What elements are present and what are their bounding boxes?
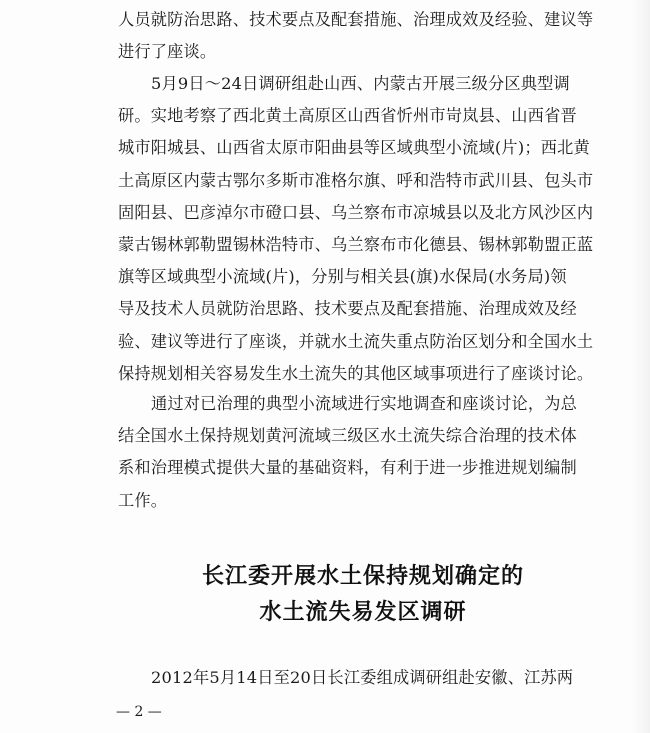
paragraph-line: 土高原区内蒙古鄂尔多斯市准格尔旗、呼和浩特市武川县、包头市 (118, 170, 594, 190)
paragraph-line: 固阳县、巴彦淖尔市磴口县、乌兰察布市凉城县以及北方风沙区内 (118, 202, 594, 222)
paragraph-continued (118, 4, 608, 68)
section-title-line-2: 水土流失易发区调研 (259, 600, 467, 625)
paragraph-changjiang-survey (118, 662, 608, 694)
paragraph-line: 人员就防治思路、技术要点及配套措施、治理成效及经验、建议等 (118, 10, 594, 29)
scan-edge-shadow (632, 0, 650, 733)
paragraph-line: 城市阳城县、山西省太原市阳曲县等区域典型小流域(片)；西北黄 (118, 138, 590, 158)
paragraph-line: 导及技术人员就防治思路、技术要点及配套措施、治理成效及经 (118, 299, 577, 319)
paragraph-shanxi-neimenggu-survey (118, 68, 608, 390)
paragraph-line: 研。实地考察了西北黄土高原区山西省忻州市岢岚县、山西省晋 (118, 106, 577, 126)
paragraph-line: 验、建议等进行了座谈，并就水土流失重点防治区划分和全国水土 (118, 331, 594, 351)
paragraph-line: 保持规划相关容易发生水土流失的其他区域事项进行了座谈讨论。 (118, 363, 594, 383)
paragraph-conclusion (118, 388, 608, 517)
paragraph-line: 旗等区域典型小流域(片)，分别与相关县(旗)水保局(水务局)领 (118, 267, 567, 287)
paragraph-line: 系和治理模式提供大量的基础资料，有利于进一步推进规划编制 (118, 458, 577, 478)
paragraph-line: 结全国水土保持规划黄河流域三级区水土流失综合治理的技术体 (118, 426, 577, 446)
section-title-line-1: 长江委开展水土保持规划确定的 (201, 564, 524, 589)
paragraph-line: 5月9日～24日调研组赴山西、内蒙古开展三级分区典型调 (151, 74, 570, 93)
page-number: — 2 — (116, 704, 162, 720)
paragraph-line: 进行了座谈。 (118, 42, 217, 62)
paragraph-line: 蒙古锡林郭勒盟锡林浩特市、乌兰察布市化德县、锡林郭勒盟正蓝 (118, 234, 594, 254)
paragraph-line: 通过对已治理的典型小流域进行实地调查和座谈讨论，为总 (151, 394, 578, 413)
paragraph-line: 2012年5月14日至20日长江委组成调研组赴安徽、江苏两 (151, 668, 574, 687)
paragraph-line: 工作。 (118, 490, 168, 510)
